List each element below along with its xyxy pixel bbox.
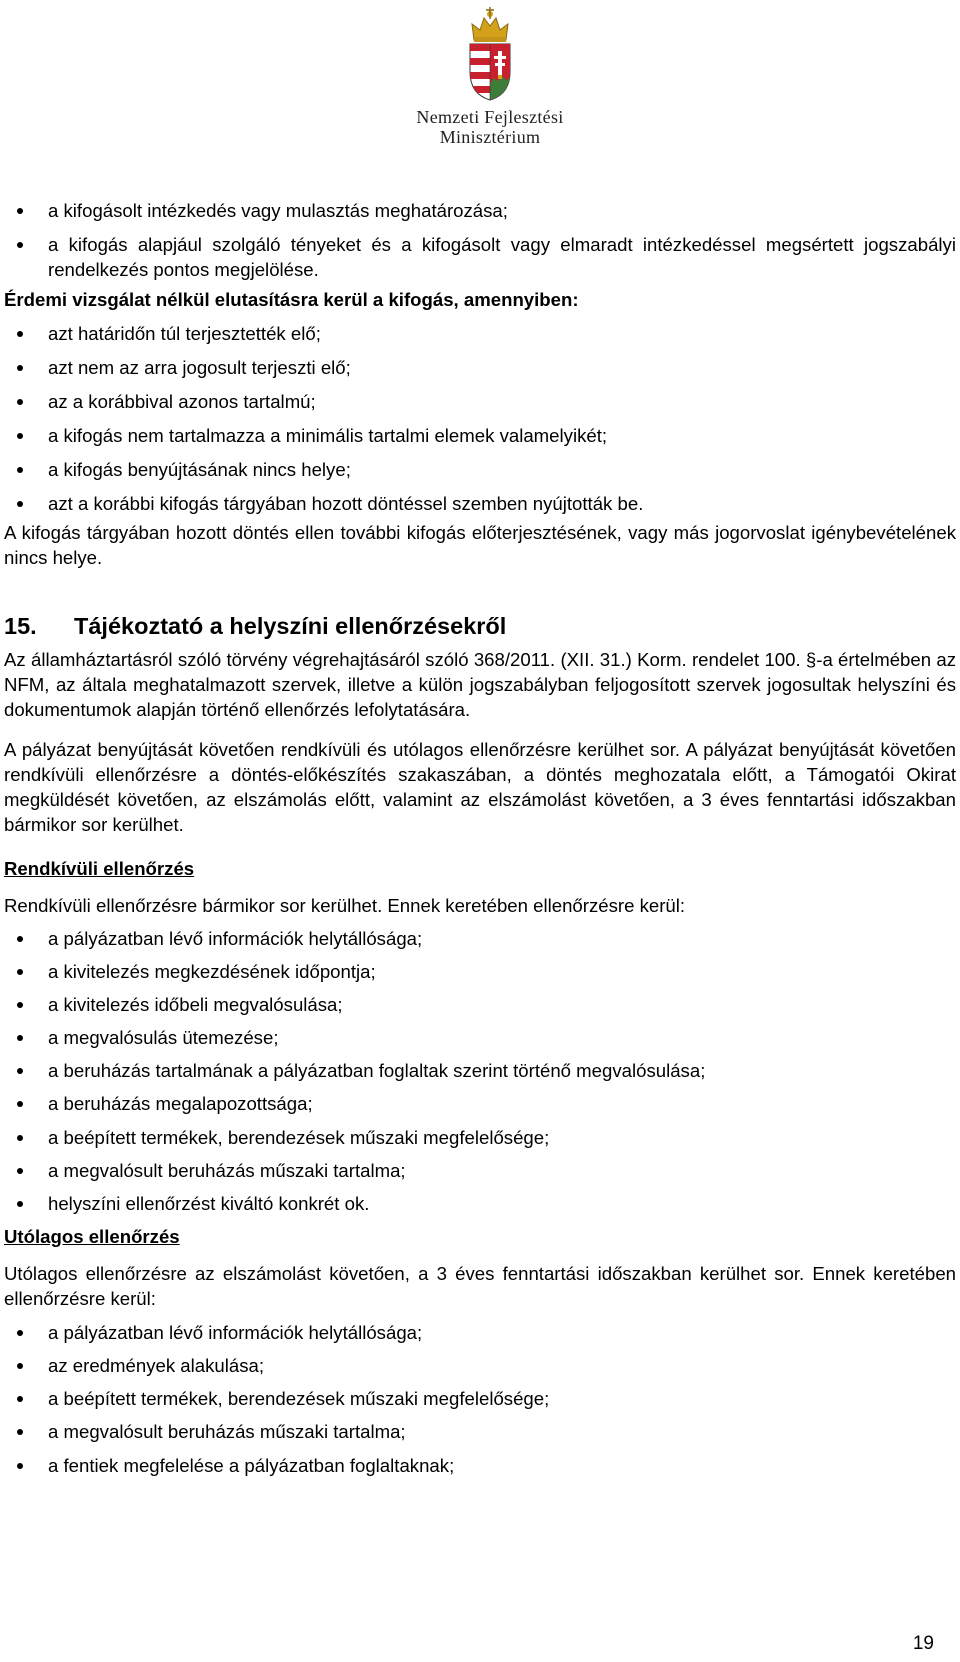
section-title: Tájékoztató a helyszíni ellenőrzésekről: [74, 613, 507, 639]
checks-paragraph: A pályázat benyújtását követően rendkívüli és utólagos ellenőrzésre kerülhet sor. A pályázat benyújtását követően rendkívüli ellenőrzésre a döntés-előkészítés szakaszában, a döntés meghozatala előtt, a Támogatói Okirat megküldését követően, az elszámolás előtt, valamint az elszámolást követően, a 3 éves fenntartási időszakban bármikor sor kerülhet.: [4, 739, 956, 835]
rejection-intro: Érdemi vizsgálat nélkül elutasításra kerül a kifogás, amennyiben:: [4, 289, 579, 310]
rejection-reasons-list: [4, 321, 956, 516]
list-item: a megvalósult beruházás műszaki tartalma;: [48, 1421, 406, 1443]
list-item: a pályázatban lévő információk helytállósága;: [48, 1321, 423, 1343]
list-item: a pályázatban lévő információk helytállósága;: [48, 928, 423, 949]
no-remedy-paragraph: A kifogás tárgyában hozott döntés ellen további kifogás előterjesztésének, vagy más jogorvoslat igénybevételének nincs helye.: [4, 522, 956, 568]
list-item: a kivitelezés megkezdésének időpontja;: [48, 961, 376, 983]
list-item: a kivitelezés időbeli megvalósulása;: [48, 994, 343, 1016]
list-item: a beépített termékek, berendezések műszaki megfelelősége;: [48, 1126, 550, 1148]
section-heading: [4, 611, 956, 641]
list-item: a megvalósult beruházás műszaki tartalma;: [48, 1159, 406, 1181]
ministry-name: [400, 107, 580, 147]
extraordinary-check-intro: Rendkívüli ellenőrzésre bármikor sor kerülhet. Ennek keretében ellenőrzésre kerül:: [4, 895, 686, 916]
list-item: a beépített termékek, berendezések műszaki megfelelősége;: [48, 1388, 550, 1410]
list-item: a kifogásolt intézkedés vagy mulasztás meghatározása;: [48, 200, 508, 221]
ministry-name-line2: Minisztérium: [439, 127, 541, 147]
document-body: [4, 198, 956, 1486]
list-item: a megvalósulás ütemezése;: [48, 1027, 279, 1049]
list-item: az a korábbival azonos tartalmú;: [48, 391, 316, 412]
subsequent-check-list: [4, 1320, 956, 1478]
section-number: 15.: [4, 613, 37, 639]
subsequent-check-intro: Utólagos ellenőrzésre az elszámolást követően, a 3 éves fenntartási időszakban kerülhet sor. Ennek keretében ellenőrzésre kerül:: [4, 1262, 956, 1309]
page-number: 19: [912, 1633, 934, 1654]
extraordinary-check-heading: Rendkívüli ellenőrzés: [4, 858, 195, 879]
list-item: a beruházás megalapozottsága;: [48, 1093, 313, 1115]
ministry-name-line1: Nemzeti Fejlesztési: [416, 107, 564, 127]
list-item: a fentiek megfelelése a pályázatban foglaltaknak;: [48, 1454, 455, 1476]
list-item: a kifogás alapjául szolgáló tényeket és a kifogásolt vagy elmaradt intézkedéssel megsértett jogszabályi rendelkezés pontos megjelölése.: [48, 234, 956, 280]
list-item: a kifogás nem tartalmazza a minimális tartalmi elemek valamelyikét;: [48, 425, 608, 446]
decree-paragraph: Az államháztartásról szóló törvény végrehajtásáról szóló 368/2011. (XII. 31.) Korm. rendelet 100. §-a értelmében az NFM, az általa meghatalmazott szervek, illetve a külön jogszabályban feljogosított szervek jogosultak helyszíni és dokumentumok alapján történő ellenőrzés lefolytatására.: [4, 649, 956, 720]
list-item: az eredmények alakulása;: [48, 1354, 265, 1376]
extraordinary-check-list: [4, 926, 956, 1216]
list-item: azt határidőn túl terjesztették elő;: [48, 323, 321, 344]
list-item: helyszíni ellenőrzést kiváltó konkrét ok.: [48, 1192, 370, 1214]
complaint-content-list: [4, 198, 956, 282]
list-item: a beruházás tartalmának a pályázatban foglaltak szerint történő megvalósulása;: [48, 1060, 706, 1082]
list-item: azt a korábbi kifogás tárgyában hozott döntéssel szemben nyújtották be.: [48, 493, 644, 514]
list-item: a kifogás benyújtásának nincs helye;: [48, 459, 351, 480]
ministry-logo: [400, 6, 580, 146]
hungarian-coat-of-arms-icon: [464, 6, 516, 102]
list-item: azt nem az arra jogosult terjeszti elő;: [48, 357, 351, 378]
subsequent-check-heading: Utólagos ellenőrzés: [4, 1225, 180, 1247]
